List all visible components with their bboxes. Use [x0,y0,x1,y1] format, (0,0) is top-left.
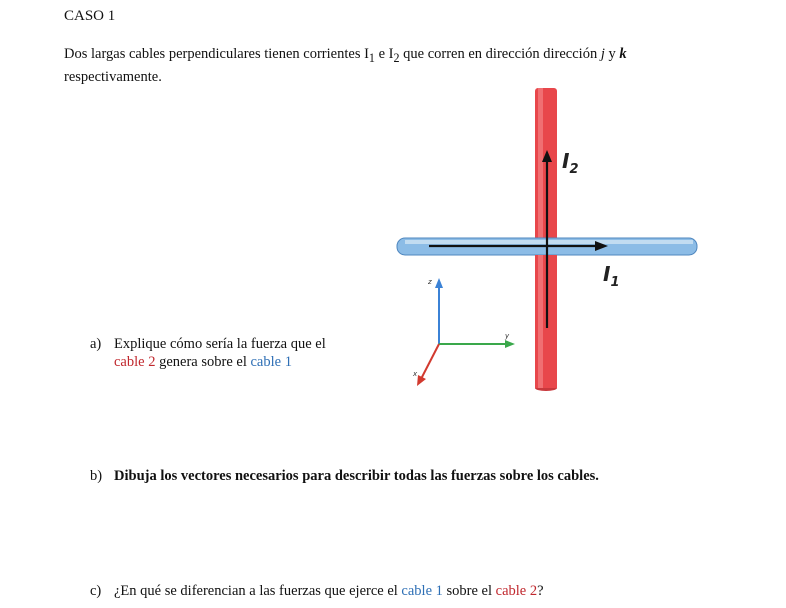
question-c [90,582,544,600]
question-a-cable1: cable 1 [250,354,292,370]
axis-x-label: x [413,370,418,378]
coordinate-axes [412,278,515,386]
question-a [90,335,326,371]
intro-sub-1: 1 [368,50,375,65]
question-b [90,467,599,485]
question-a-label: a) [90,336,102,352]
axis-z-label: z [428,278,432,286]
question-c-text-1: ¿En qué se diferencian a las fuerzas que ejerce el [114,583,402,599]
intro-text-2: e I [374,46,394,62]
intro-text-1: Dos largas cables perpendiculares tienen corrientes I [64,46,369,62]
case-title: CASO 1 [64,8,116,24]
question-b-label: b) [90,468,103,484]
intro-paragraph [64,45,744,87]
label-i2: $I_2$ [562,149,579,177]
question-a-text-1: Explique cómo sería la fuerza que el [114,336,326,352]
label-i1: $I_1$ [603,262,620,290]
question-c-text-2: sobre el [442,583,496,599]
axis-y-label: y [505,332,510,340]
intro-var-j: j [600,46,605,62]
intro-text-5: respectivamente. [64,68,162,85]
question-c-cable2: cable 2 [495,583,538,599]
question-a-text-2: genera sobre el [155,354,251,370]
question-c-label: c) [90,583,102,599]
question-b-text: Dibuja los vectores necesarios para describir todas las fuerzas sobre los cables. [114,468,599,484]
cables-figure [395,88,705,393]
intro-text-3: que corren en dirección dirección [399,46,601,62]
question-a-cable2: cable 2 [114,354,156,370]
question-c-cable1: cable 1 [401,583,443,599]
intro-text-4: y [604,46,620,62]
intro-sub-2: 2 [393,50,400,65]
intro-var-k: k [619,46,627,62]
question-c-text-3: ? [537,583,544,599]
